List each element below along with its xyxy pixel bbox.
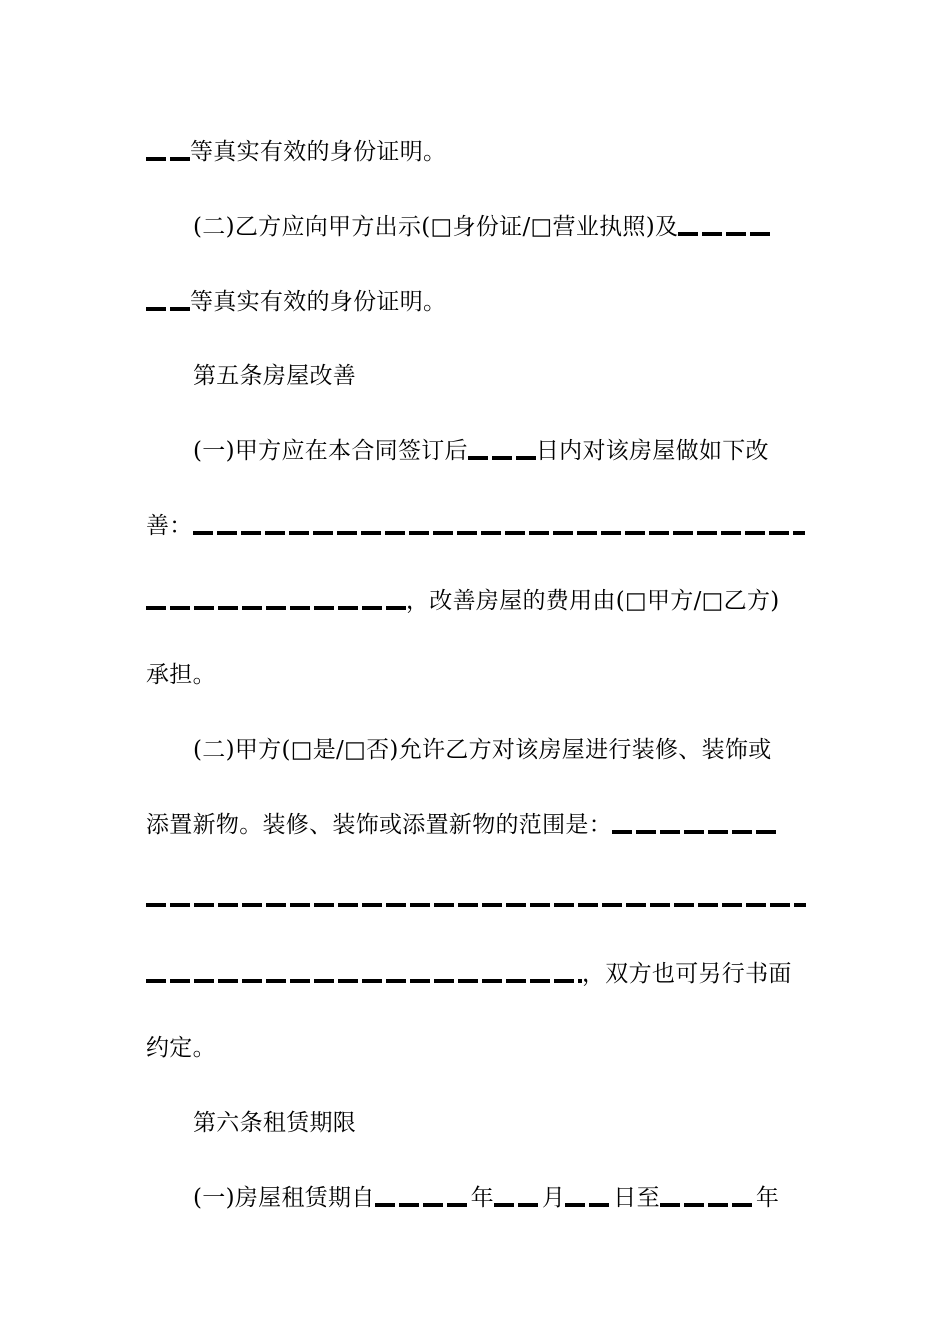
id-proof-text: 等真实有效的身份证明。 <box>190 139 447 165</box>
clause-text: 善： <box>146 513 193 539</box>
fill-blank-row <box>146 903 806 907</box>
clause-text: 承担。 <box>146 662 216 688</box>
id-proof-text: 等真实有效的身份证明。 <box>190 289 447 315</box>
text-line-7 <box>146 581 806 621</box>
text-line-3 <box>146 282 806 322</box>
fill-blank <box>375 1203 471 1207</box>
year-label: 年 <box>470 1185 494 1211</box>
article-heading-text: 第六条租赁期限 <box>193 1110 357 1136</box>
clause-text: 添置新物。装修、装饰或添置新物的范围是： <box>146 812 612 838</box>
year-label: 年 <box>755 1185 780 1211</box>
fill-blank <box>146 979 582 983</box>
article-5-heading <box>193 356 806 396</box>
clause-text: ，改善房屋的费用由(□甲方/□乙方) <box>406 588 780 614</box>
day-label: 日至 <box>613 1185 660 1211</box>
clause-2-text: (二)乙方应向甲方出示(□身份证/□营业执照)及 <box>193 214 679 240</box>
month-label: 月 <box>541 1185 566 1211</box>
fill-blank <box>146 157 190 161</box>
fill-blank <box>146 606 406 610</box>
fill-blank <box>678 232 770 236</box>
clause-text: ，双方也可另行书面 <box>582 961 792 987</box>
article-6-heading <box>193 1103 806 1143</box>
fill-blank <box>193 531 805 535</box>
clause-text: 日内对该房屋做如下改 <box>535 438 769 464</box>
text-line-1 <box>146 132 806 172</box>
text-line-8 <box>146 655 806 695</box>
clause-text: (一)房屋租赁期自 <box>193 1185 375 1211</box>
fill-blank <box>565 1203 613 1207</box>
text-line-15 <box>193 1178 806 1218</box>
text-line-9 <box>193 730 806 770</box>
fill-blank <box>612 830 776 834</box>
text-line-13 <box>146 1028 806 1068</box>
fill-blank <box>146 307 190 311</box>
text-line-10 <box>146 805 806 845</box>
text-line-2 <box>193 207 806 247</box>
clause-text: 约定。 <box>146 1035 216 1061</box>
fill-blank <box>660 1203 756 1207</box>
text-line-12 <box>146 954 806 994</box>
clause-text: (二)甲方(□是/□否)允许乙方对该房屋进行装修、装饰或 <box>193 737 772 763</box>
text-line-5 <box>193 431 806 471</box>
clause-text: (一)甲方应在本合同签订后 <box>193 438 468 464</box>
article-heading-text: 第五条房屋改善 <box>193 363 357 389</box>
fill-blank <box>468 456 536 460</box>
fill-blank <box>494 1203 542 1207</box>
text-line-6 <box>146 506 806 546</box>
